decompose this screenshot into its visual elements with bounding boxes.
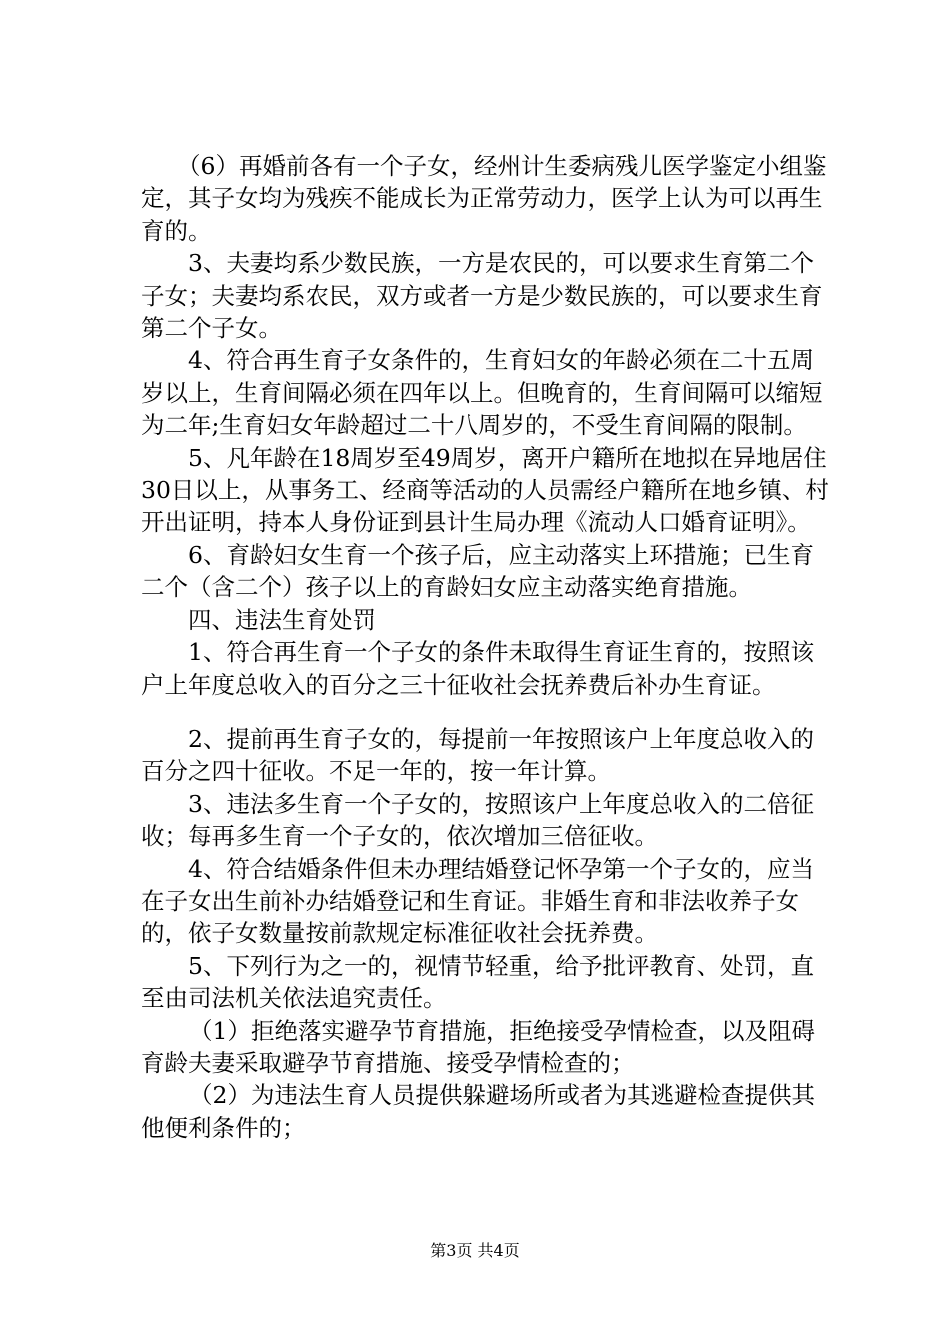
paragraph-penalty-3: 3、违法多生育一个子女的，按照该户上年度总收入的二倍征收；每再多生育一个子女的，依次增加三倍征收。 — [141, 789, 814, 851]
paragraph-item-6-contraception: 6、育龄妇女生育一个孩子后，应主动落实上环措施；已生育二个（含二个）孩子以上的育龄妇女应主动落实绝育措施。 — [141, 540, 814, 602]
paragraph-penalty-5: 5、下列行为之一的，视情节轻重，给予批评教育、处罚，直至由司法机关依法追究责任。 — [141, 951, 814, 1013]
paragraph-item-5-migrant: 5、凡年龄在18周岁至49周岁，离开户籍所在地拟在异地居住30日以上，从事务工、经商等活动的人员需经户籍所在地乡镇、村开出证明，持本人身份证到县计生局办理《流动人口婚育证明》。 — [141, 443, 829, 537]
paragraph-remarriage-6: （6）再婚前各有一个子女，经州计生委病残儿医学鉴定小组鉴定，其子女均为残疾不能成长为正常劳动力，医学上认为可以再生育的。 — [141, 152, 827, 245]
page-footer: 第3页 共4页 — [430, 1241, 520, 1260]
paragraph-item-3-ethnic: 3、夫妻均系少数民族，一方是农民的，可以要求生育第二个子女；夫妻均系农民，双方或者一方是少数民族的，可以要求生育第二个子女。 — [141, 249, 823, 343]
paragraph-penalty-1: 1、符合再生育一个子女的条件未取得生育证生育的，按照该户上年度总收入的百分之三十征收社会抚养费后补办生育证。 — [141, 638, 814, 699]
paragraph-penalty-4: 4、符合结婚条件但未办理结婚登记怀孕第一个子女的，应当在子女出生前补办结婚登记和生育证。非婚生育和非法收养子女的，依子女数量按前款规定标准征收社会抚养费。 — [141, 854, 814, 948]
paragraph-penalty-2: 2、提前再生育子女的，每提前一年按照该户上年度总收入的百分之四十征收。不足一年的，按一年计算。 — [141, 724, 814, 786]
document-body — [141, 150, 831, 1144]
section-heading-penalties: 四、违法生育处罚 — [188, 605, 376, 634]
paragraph-spacer — [141, 701, 831, 723]
paragraph-penalty-5-sub-1: （1）拒绝落实避孕节育措施，拒绝接受孕情检查，以及阻碍育龄夫妻采取避孕节育措施、接受孕情检查的； — [141, 1016, 815, 1077]
paragraph-penalty-5-sub-2: （2）为违法生育人员提供躲避场所或者为其逃避检查提供其他便利条件的； — [141, 1081, 815, 1142]
paragraph-item-4-age: 4、符合再生育子女条件的，生育妇女的年龄必须在二十五周岁以上，生育间隔必须在四年以上。但晚育的，生育间隔可以缩短为二年;生育妇女年龄超过二十八周岁的，不受生育间隔的限制。 — [141, 346, 823, 440]
